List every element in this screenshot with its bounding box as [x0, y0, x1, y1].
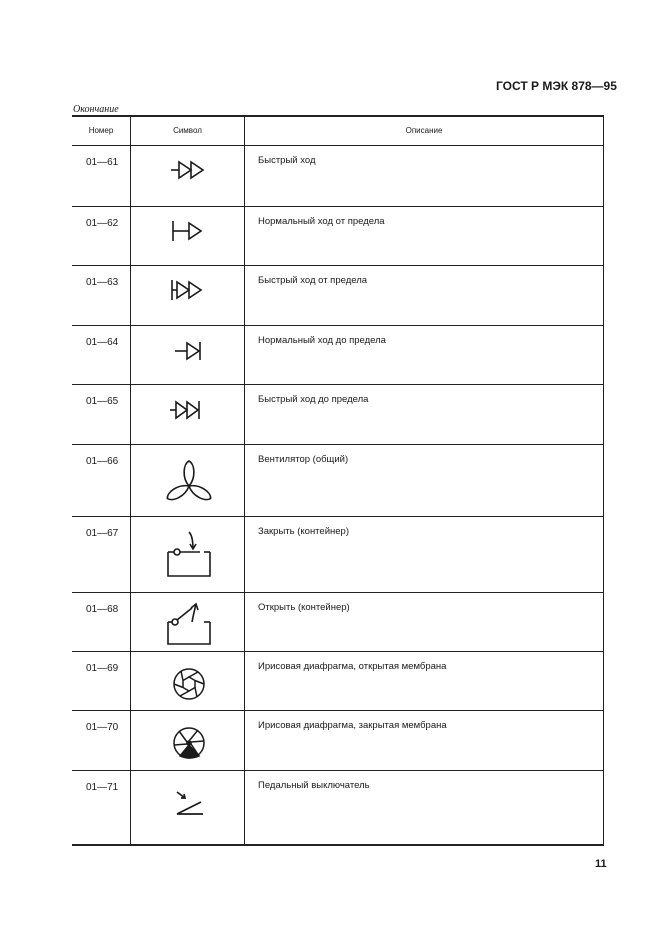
row-description: Закрыть (контейнер) [258, 526, 349, 537]
table-row [72, 516, 604, 592]
table-row [72, 265, 604, 325]
row-number: 01—68 [86, 604, 119, 615]
fast-travel-from-limit-icon [132, 277, 246, 303]
row-description: Быстрый ход до предела [258, 394, 369, 405]
row-number: 01—66 [86, 456, 119, 467]
row-number: 01—69 [86, 663, 119, 674]
row-number: 01—67 [86, 528, 119, 539]
iris-open-icon [132, 665, 246, 703]
column-header-symbol: Символ [173, 125, 202, 135]
iris-closed-icon [132, 724, 246, 762]
table-continued-label: Окончание [73, 104, 119, 115]
fast-travel-to-limit-icon [132, 398, 246, 422]
row-description: Ирисовая диафрагма, закрытая мембрана [258, 720, 447, 731]
container-close-icon [132, 530, 246, 580]
row-description: Вентилятор (общий) [258, 454, 349, 465]
row-number: 01—62 [86, 218, 119, 229]
normal-travel-from-limit-icon [132, 218, 246, 244]
table-row [72, 384, 604, 444]
row-number: 01—64 [86, 337, 119, 348]
row-number: 01—70 [86, 722, 119, 733]
table-row [72, 651, 604, 710]
table-row [72, 592, 604, 651]
row-number: 01—71 [86, 782, 119, 793]
fan-icon [132, 456, 246, 510]
table-row [72, 770, 604, 844]
table-row [72, 145, 604, 206]
row-number: 01—61 [86, 157, 119, 168]
row-description: Ирисовая диафрагма, открытая мембрана [258, 661, 447, 672]
column-header-description: Описание [405, 125, 443, 135]
table-row [72, 325, 604, 384]
standard-designation: ГОСТ Р МЭК 878—95 [496, 79, 617, 93]
row-description: Открыть (контейнер) [258, 602, 350, 613]
row-number: 01—63 [86, 277, 119, 288]
row-description: Нормальный ход до предела [258, 335, 386, 346]
pedal-switch-icon [132, 786, 246, 820]
row-description: Педальный выключатель [258, 780, 370, 791]
page-number: 11 [595, 858, 607, 870]
column-header-number: Номер [88, 125, 114, 135]
row-description: Быстрый ход [258, 155, 316, 166]
row-description: Нормальный ход от предела [258, 216, 385, 227]
table-bottom-rule [72, 844, 604, 846]
row-description: Быстрый ход от предела [258, 275, 368, 286]
row-number: 01—65 [86, 396, 119, 407]
fast-travel-icon [132, 159, 246, 181]
normal-travel-to-limit-icon [132, 339, 246, 363]
table-row [72, 206, 604, 265]
container-open-icon [132, 600, 246, 648]
symbols-table [72, 115, 604, 846]
table-row [72, 710, 604, 770]
table-row [72, 444, 604, 516]
